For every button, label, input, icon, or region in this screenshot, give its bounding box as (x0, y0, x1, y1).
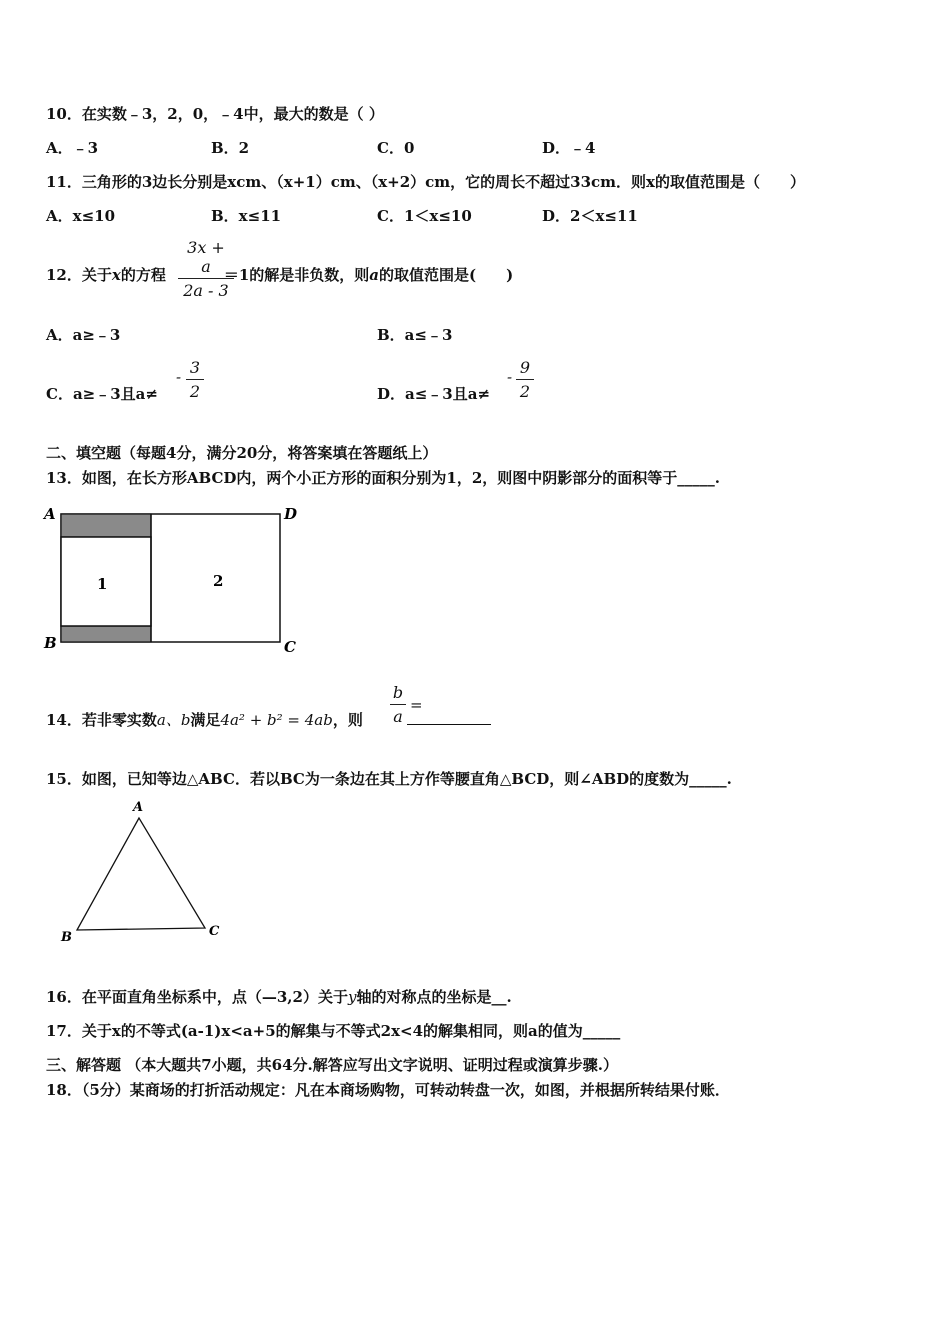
q13-figure (40, 500, 310, 660)
q11-option-a: A．x≤10 (46, 207, 116, 225)
q12-var-x: x (111, 266, 121, 284)
shaded-region-top (61, 514, 151, 537)
q15-stem: 15．如图，已知等边△ABC．若以BC为一条边在其上方作等腰直角△BCD，则∠ABD的度数为_____. (46, 770, 732, 788)
q11-option-b: B．x≤11 (211, 207, 282, 225)
q14-answer-blank[interactable] (407, 724, 491, 725)
shaded-region-bottom (61, 626, 151, 642)
q12-after: ＝1的解是非负数，则 (223, 266, 370, 284)
q18-stem: 18．（5分）某商场的打折活动规定：凡在本商场购物，可转动转盘一次，如图，并根据所转结果付账． (46, 1081, 730, 1099)
q11-option-d: D．2＜x≤11 (542, 207, 638, 225)
q14-after: ，则 (332, 711, 363, 729)
q10-stem: 10．在实数﹣3，2，0，﹣4中，最大的数是（ ） (46, 105, 384, 123)
q14-stem (46, 709, 491, 730)
label-a: A (44, 505, 56, 523)
q12-frac-num: 3x + a (187, 238, 225, 276)
q16-tail: 轴的对称点的坐标是__. (356, 988, 512, 1006)
label-c: C (284, 638, 296, 656)
q16-var-y: y (347, 988, 357, 1006)
q10-option-c: C．0 (377, 139, 415, 157)
label-b: B (44, 634, 57, 652)
label-c: C (209, 924, 220, 939)
q14-equals: = (410, 696, 423, 714)
q10-option-d: D．﹣4 (542, 139, 596, 157)
q16-prefix: 16．在平面直角坐标系中，点（—3,2）关于 (46, 988, 348, 1006)
q14-mid: 满足 (190, 711, 221, 729)
q12-option-b: B．a≤﹣3 (377, 326, 453, 344)
q12-option-c-bar (186, 379, 204, 380)
q14-vars: a、b (156, 711, 191, 729)
section-2-heading: 二、填空题（每题4分，满分20分，将答案填在答题纸上） (46, 444, 438, 462)
label-a: A (133, 800, 144, 815)
q12-frac-bar (178, 278, 234, 279)
q11-stem: 11．三角形的3边长分别是xcm、（x+1）cm、（x+2）cm，它的周长不超过33cm．则x的取值范围是（ ） (46, 173, 805, 191)
q14-prefix: 14．若非零实数 (46, 711, 157, 729)
q13-stem: 13．如图，在长方形ABCD内，两个小正方形的面积分别为1，2，则图中阴影部分的面积等于_____. (46, 469, 721, 487)
q16-stem (46, 986, 512, 1007)
q12-var-a: a (369, 266, 380, 284)
q12-option-c-fraction (186, 358, 204, 401)
q12-option-d: D．a≤﹣3且a≠ (377, 385, 491, 403)
q15-figure (55, 795, 235, 950)
q10-option-b: B．2 (211, 139, 250, 157)
q12-option-c: C．a≥﹣3且a≠ (46, 385, 158, 403)
label-area-1: 1 (97, 575, 108, 593)
q12-option-d-den: 2 (519, 382, 531, 401)
q12-option-c-sign: - (176, 368, 182, 386)
label-b: B (61, 930, 72, 945)
q14-equation: 4a² + b² = 4ab (220, 711, 333, 729)
q12-option-d-fraction (516, 358, 534, 401)
q14-frac-num: b (392, 683, 404, 702)
q12-tail: 的取值范围是( ) (379, 266, 514, 284)
q12-option-c-num: 3 (189, 358, 201, 377)
q14-frac-bar (390, 704, 406, 705)
q14-frac-den: a (393, 707, 403, 726)
q12-stem (46, 264, 513, 285)
q12-prefix: 12．关于 (46, 266, 112, 284)
label-d: D (284, 505, 298, 523)
q12-frac-den: 2a - 3 (183, 281, 229, 300)
triangle-abc (77, 818, 205, 930)
label-area-2: 2 (213, 572, 224, 590)
q17-stem: 17．关于x的不等式(a-1)x<a+5的解集与不等式2x<4的解集相同，则a的值为_____ (46, 1022, 621, 1040)
q14-fraction (390, 683, 406, 726)
q12-option-d-num: 9 (519, 358, 531, 377)
q12-option-a: A．a≥﹣3 (46, 326, 121, 344)
q11-option-c: C．1＜x≤10 (377, 207, 472, 225)
q12-option-d-sign: - (507, 368, 513, 386)
q12-option-d-bar (516, 379, 534, 380)
q10-option-a: A．﹣3 (46, 139, 99, 157)
section-3-heading: 三、解答题 （本大题共7小题，共64分.解答应写出文字说明、证明过程或演算步骤.） (46, 1056, 618, 1074)
q12-fraction (178, 238, 234, 300)
q12-mid: 的方程 (120, 266, 166, 284)
q12-option-c-den: 2 (189, 382, 201, 401)
